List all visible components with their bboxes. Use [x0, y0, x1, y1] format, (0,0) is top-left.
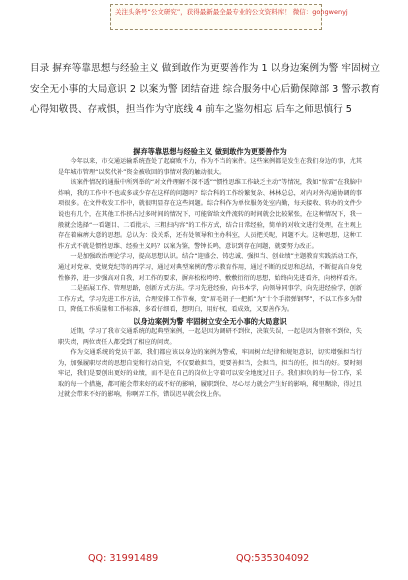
article-body	[58, 146, 362, 401]
footer-contact	[0, 553, 408, 569]
banner-text: 关注头条号“公文研究”，获得最新最全最专业的公文资料库！ 微信：gongwenyj	[115, 8, 348, 16]
paragraph: 该案件情况的通报中所列举的“对文件理解不深不透”“惯性思维工作缺乏主动”等情况，我如“惊雷”在我脑中炸响，我的工作中不也或多或少存在这样的问题吗？综合科的工作纷繁复杂、林林总总，对内对外沟通协调的事项很多。在文件收发工作中，就很明显存在这些问题。综合科作为单位服务处室内勤，每天接收、转办的文件少说也有几个，在其他工作挤占过多时间的情况下，可能留给文件流转的时间就会比较紧张，在这种情况下，我一般就会选择“一看题目、二看批示、三粗扫内容”的工作方式，结合日常经验，简单的对收文进行处理，在主观上存在着麻痹大意的思想。总认为：没关系，还有处领导和主办科室，人员把关呢，问题不大。这种思想，这种工作方式不就是惯性思维、经验主义吗？以案为鉴，警钟长鸣，意识到存在问题，就要努力改正。	[58, 179, 362, 250]
watermark-banner	[110, 4, 348, 30]
paragraph: 近期，学习了我市交通系统的起典型案例，一起是因为调研不到位，决策失误，一起是因为督察不到位，失职失责，两位责任人都受到了相应的问责。	[58, 327, 362, 346]
qq-number-2: QQ:535304092	[236, 553, 310, 564]
article-heading-1: 摒弃等靠思想与经验主义 做到敢作为更要善作为	[133, 147, 287, 156]
paragraph: 作为交通系统的党员干部，我们都应该以身边的案例为警戒，牢固树立纪律和规矩意识，切实增强担当行为，加强履职尽责的思想自觉和行动自觉，不仅要敢担当，更要善担当，会担当，担当的任，担当的好。要时刻牢记，我们是要创出更好的业绩，而不是在自己的岗位上守着可以安全地度过日子。我们担负的每一份工作，采取的每一个措施，都可能会带来好的或不好的影响，履职到位、尽心尽力就会产生好的影响，稀里糊涂，得过且过就会带来不好的影响，你啊弄工作，错误迟早就会找上你。	[58, 349, 362, 399]
paragraph: 今年以来，市交通运输系统查处了起腐败不力，作为不当的案件。这些案例都是发生在我们身边的事，尤其是年城市管理“以奖代补”资金被收回的事情对我的触动很大。	[58, 158, 362, 176]
article-heading-2: 以身边案例为警 牢固树立安全无小事的大局意识	[133, 316, 287, 326]
paragraph: 二是拓展工作、管理思路，创新方式方法。学习先进经验，向书本学，向领导同事学，向先进经验学，创新工作方式，学习先进工作方法，合理安排工作节奏，变“眉毛胡子一把抓”为“十个手指弹钢琴”，不以工作多为借口，降低工作质量和工作标准，多看仔细看，想明白，用好权，看成效，又要善作为。	[58, 285, 362, 314]
paragraph: 一是加强政治理论学习，提高思想认识。结合“迎盛会、铸忠诚、强担当、创业绩”主题教育实践活动工作，通过对党章、党规党纪等的再学习，通过对典型案例的警示教育作用，通过不断的反思和总结，不断提高自身党性修养，进一步强高对自我，对工作的要求，摒弃松松垮垮、敷敷衍衍的思想，始终向先进看齐，向榜样看齐。	[58, 253, 362, 282]
qq-number-1: QQ: 31991489	[88, 553, 159, 564]
table-of-contents: 目录 摒弃等靠思想与经验主义 做到敢作为更要善作为 1 以身边案例为警 牢固树立安全无小事的大局意识 2 以案为警 团结奋进 综合服务中心后勤保障部 3 警示教育心得知敬畏、存戒惧，担当作为守底线 4 前车之鉴勿相忘 后车之师思慎行 5	[30, 63, 380, 115]
